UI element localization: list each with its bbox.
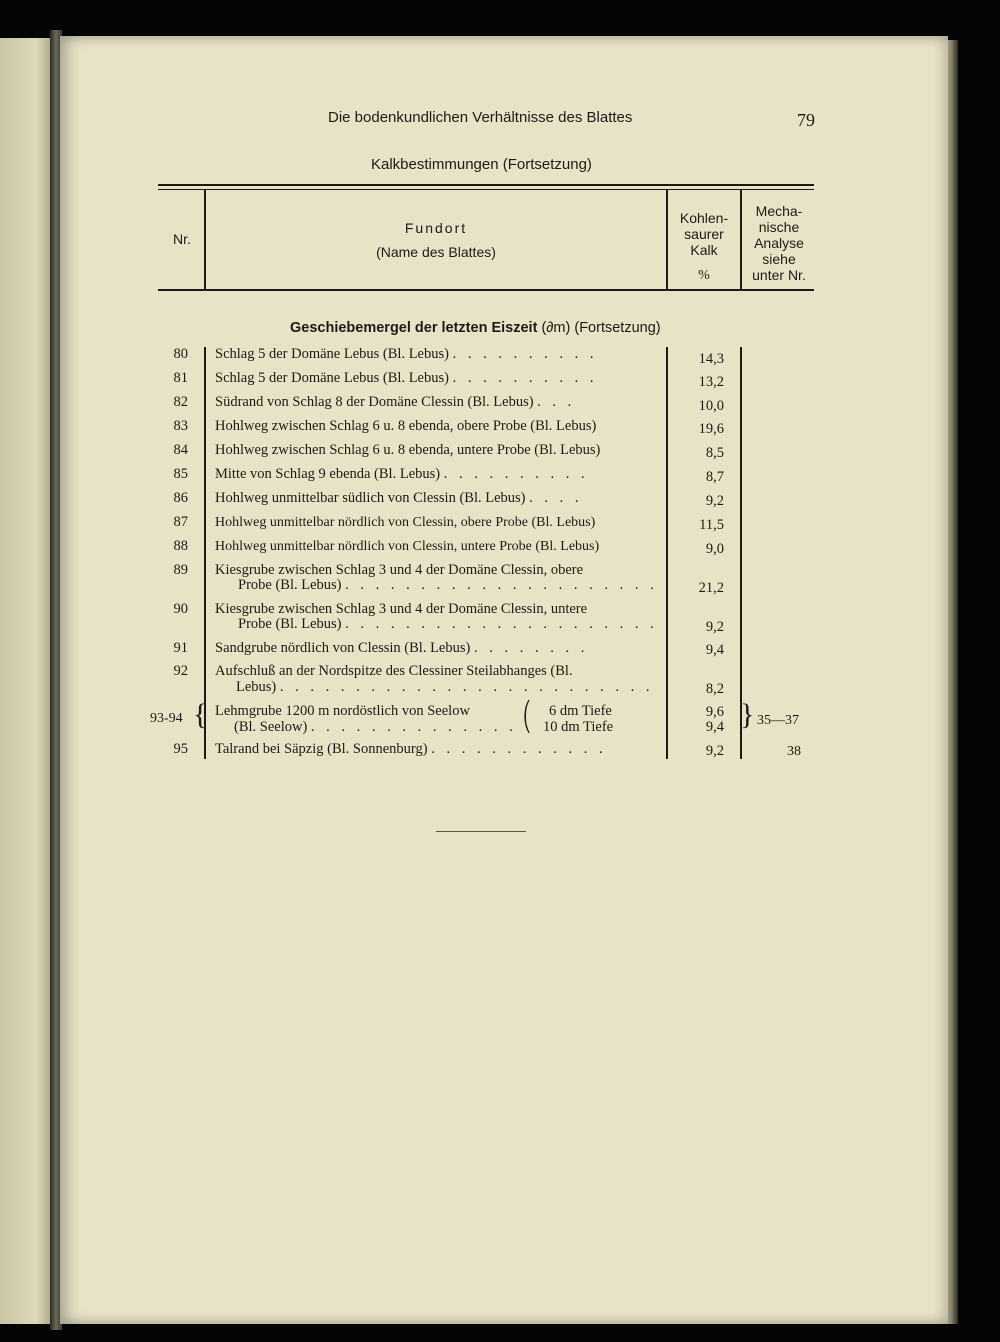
row-fundort-cont: Probe (Bl. Lebus) . . . . . . . . . . . . . . . . . . . . . [238,616,658,632]
row-nr: 85 [173,466,188,482]
section-heading-bold: Geschiebemergel der letzten Eiszeit [290,320,538,336]
row-fundort: Kiesgrube zwischen Schlag 3 und 4 der Domäne Clessin, untere [215,601,588,617]
row-fundort: Hohlweg unmittelbar nördlich von Clessin, untere Probe (Bl. Lebus) [215,539,600,554]
row-fundort: Sandgrube nördlich von Clessin (Bl. Lebus) . . . . . . . . [215,640,589,656]
row-fundort-cont: Lebus) . . . . . . . . . . . . . . . . . . . . . . . . . [236,679,654,695]
row-kalk: 9,4 [705,642,724,658]
row-kalk-1: 9,6 [705,704,724,720]
row-fundort: Hohlweg unmittelbar nördlich von Clessin, obere Probe (Bl. Lebus) [215,515,596,530]
header-kalk-1: Kohlen- [679,210,729,226]
row-nr: 95 [173,741,188,757]
analyse-brace: } [740,698,755,731]
header-analyse-4: siehe [762,251,796,267]
row-kalk: 19,6 [698,421,724,437]
row-nr: 88 [173,538,188,554]
row-nr: 92 [173,663,188,679]
header-analyse-2: nische [758,219,800,235]
row-analyse: 35—37 [757,713,799,728]
header-kalk-unit: % [698,268,710,283]
row-kalk: 8,5 [705,445,724,461]
row-fundort: Hohlweg zwischen Schlag 6 u. 8 ebenda, obere Probe (Bl. Lebus) [215,418,597,434]
row-fundort: Südrand von Schlag 8 der Domäne Clessin (Bl. Lebus) . . . [215,394,576,410]
row-nr: 90 [173,601,188,617]
header-analyse-3: Analyse [754,235,804,251]
row-nr: 80 [173,346,188,362]
row-fundort: Hohlweg zwischen Schlag 6 u. 8 ebenda, untere Probe (Bl. Lebus) [215,442,601,458]
header-nr: Nr. [173,231,191,247]
section-heading [290,320,661,336]
row-fundort: Aufschluß an der Nordspitze des Clessiner Steilabhanges (Bl. [215,663,573,679]
row-fundort: Schlag 5 der Domäne Lebus (Bl. Lebus) . . . . . . . . . . [215,370,598,386]
previous-page-edge [0,38,52,1324]
row-depth-1: 6 dm Tiefe [549,703,612,719]
row-nr: 91 [173,640,188,656]
row-nr: 89 [173,562,188,578]
table-top-rule [158,184,814,186]
header-divider-1 [204,190,206,290]
row-fundort: Mitte von Schlag 9 ebenda (Bl. Lebus) . . . . . . . . . . [215,466,589,482]
row-fundort-cont: Probe (Bl. Lebus) . . . . . . . . . . . . . . . . . . . . . [238,577,658,593]
row-fundort: Lehmgrube 1200 m nordöstlich von Seelow [215,703,470,719]
row-nr: 86 [173,490,188,506]
header-fundort-sub: (Name des Blattes) [376,244,496,260]
header-analyse-1: Mecha- [755,203,803,219]
row-kalk: 9,0 [705,541,724,557]
row-nr: 93-94 [150,711,183,726]
row-kalk: 11,5 [699,517,724,533]
page-number: 79 [797,110,815,130]
row-kalk: 8,7 [705,469,724,485]
depth-brace: ⎛ ⎝ [523,702,531,733]
row-nr: 82 [173,394,188,410]
row-kalk: 10,0 [698,398,724,414]
row-brace: { [193,698,208,731]
row-depth-2: 10 dm Tiefe [543,719,614,735]
row-kalk-2: 9,4 [705,719,724,735]
table-header-bottom-rule [158,289,814,291]
row-nr: 81 [173,370,188,386]
row-kalk: 8,2 [705,681,724,697]
row-fundort: Kiesgrube zwischen Schlag 3 und 4 der Domäne Clessin, obere [215,562,584,578]
row-fundort: Schlag 5 der Domäne Lebus (Bl. Lebus) . . . . . . . . . . [215,346,598,362]
header-kalk-2: saurer [684,226,724,242]
section-heading-rest: (∂m) (Fortsetzung) [541,320,661,336]
row-analyse: 38 [787,744,801,759]
row-nr: 87 [173,514,188,530]
row-kalk: 14,3 [698,351,724,367]
table-caption: Kalkbestimmungen (Fortsetzung) [371,156,592,173]
running-head: Die bodenkundlichen Verhältnisse des Blattes [328,109,633,126]
header-analyse-5: unter Nr. [752,267,806,283]
row-kalk: 21,2 [698,580,724,596]
row-kalk: 9,2 [705,743,724,759]
table-top-rule-thin [158,189,814,190]
row-kalk: 9,2 [705,619,724,635]
row-nr: 83 [173,418,188,434]
body-divider-2 [666,347,668,759]
header-kalk-3: Kalk [690,242,718,258]
row-nr: 84 [173,442,188,458]
row-fundort: Hohlweg unmittelbar südlich von Clessin (Bl. Lebus) . . . . [215,490,583,506]
row-kalk: 9,2 [705,493,724,509]
end-rule [436,831,526,832]
row-fundort-cont: (Bl. Seelow) . . . . . . . . . . . . . . [234,719,517,735]
row-fundort: Talrand bei Säpzig (Bl. Sonnenburg) . . . . . . . . . . . . [215,741,607,757]
header-fundort: Fundort [404,220,468,236]
row-kalk: 13,2 [698,374,724,390]
